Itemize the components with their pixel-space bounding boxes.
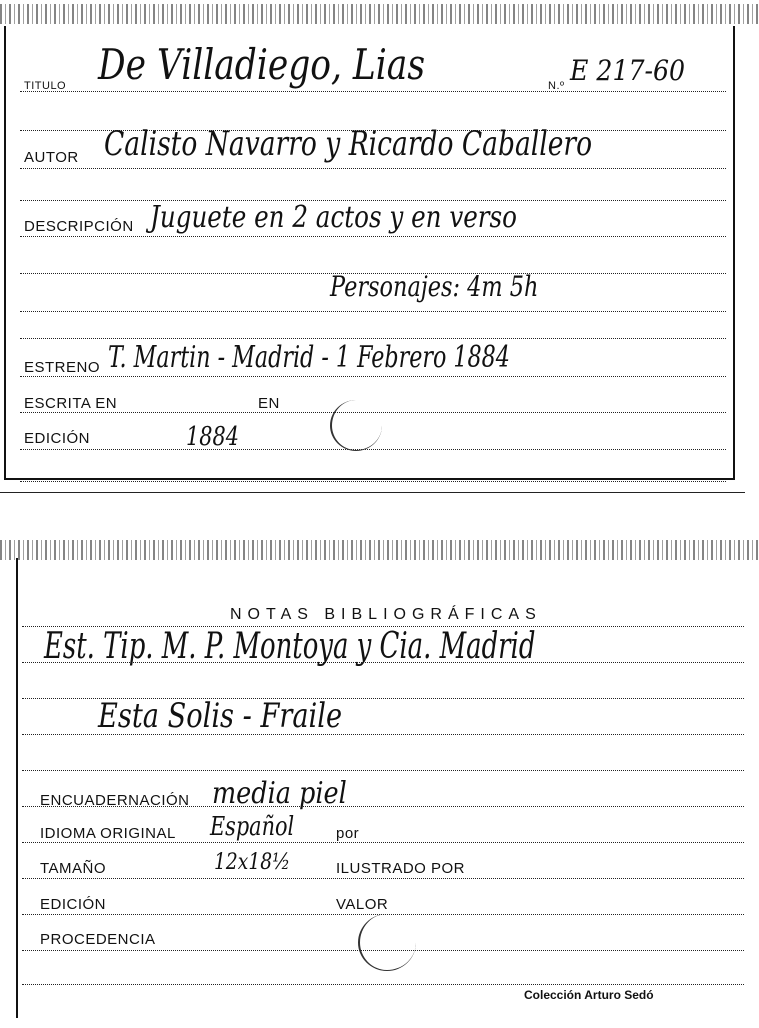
encuadernacion-handwritten: media piel <box>212 776 347 811</box>
escrita-en-label: ESCRITA EN <box>24 395 118 412</box>
nota-linea-2: Esta Solis - Fraile <box>98 696 343 736</box>
card-separator <box>0 492 745 493</box>
faint-stamp-mark <box>330 400 382 451</box>
rule-line <box>20 376 726 377</box>
autor-handwritten: Calisto Navarro y Ricardo Caballero <box>104 124 593 164</box>
procedencia-label: PROCEDENCIA <box>40 931 156 948</box>
edicion-label: EDICIÓN <box>40 896 107 913</box>
rule-line <box>20 481 726 482</box>
notas-bibliograficas-title: NOTAS BIBLIOGRÁFICAS <box>230 606 542 623</box>
numero-label: N.º <box>548 80 565 92</box>
titulo-label: TITULO <box>24 80 67 92</box>
idioma-handwritten: Español <box>210 812 295 842</box>
rule-line <box>20 236 726 237</box>
rule-line <box>20 311 726 312</box>
rule-line <box>22 770 744 771</box>
idioma-original-label: IDIOMA ORIGINAL <box>40 825 176 842</box>
por-label: por <box>336 825 360 842</box>
encuadernacion-label: ENCUADERNACIÓN <box>40 792 190 809</box>
catalog-card-back <box>0 540 759 1028</box>
catalog-card-front <box>0 0 759 494</box>
edicion-handwritten: 1884 <box>186 422 239 452</box>
card-torn-edge <box>0 4 759 24</box>
rule-line <box>20 338 726 339</box>
card-torn-edge <box>0 540 759 560</box>
rule-line <box>20 91 726 92</box>
titulo-handwritten: De Villadiego, Lias <box>98 40 426 89</box>
rule-line <box>22 878 744 879</box>
personajes-handwritten: Personajes: 4m 5h <box>330 270 539 303</box>
estreno-handwritten: T. Martin - Madrid - 1 Febrero 1884 <box>108 340 510 375</box>
collection-credit: Colección Arturo Sedó <box>524 988 654 1002</box>
nota-linea-1: Est. Tip. M. P. Montoya y Cia. Madrid <box>44 626 536 667</box>
descripcion-handwritten: Juguete en 2 actos y en verso <box>150 200 517 235</box>
rule-line <box>22 842 744 843</box>
en-label: EN <box>258 395 280 412</box>
ilustrado-por-label: ILUSTRADO POR <box>336 860 466 877</box>
descripcion-label: DESCRIPCIÓN <box>24 218 134 235</box>
estreno-label: ESTRENO <box>24 359 101 376</box>
rule-line <box>20 168 726 169</box>
rule-line <box>20 449 726 450</box>
edicion-label: EDICIÓN <box>24 430 91 447</box>
valor-label: VALOR <box>336 896 389 913</box>
tamano-label: TAMAÑO <box>40 860 107 877</box>
tamano-handwritten: 12x18½ <box>214 850 291 875</box>
rule-line <box>22 984 744 985</box>
faint-stamp-mark <box>358 914 416 971</box>
numero-handwritten: E 217-60 <box>570 54 686 87</box>
autor-label: AUTOR <box>24 149 79 166</box>
